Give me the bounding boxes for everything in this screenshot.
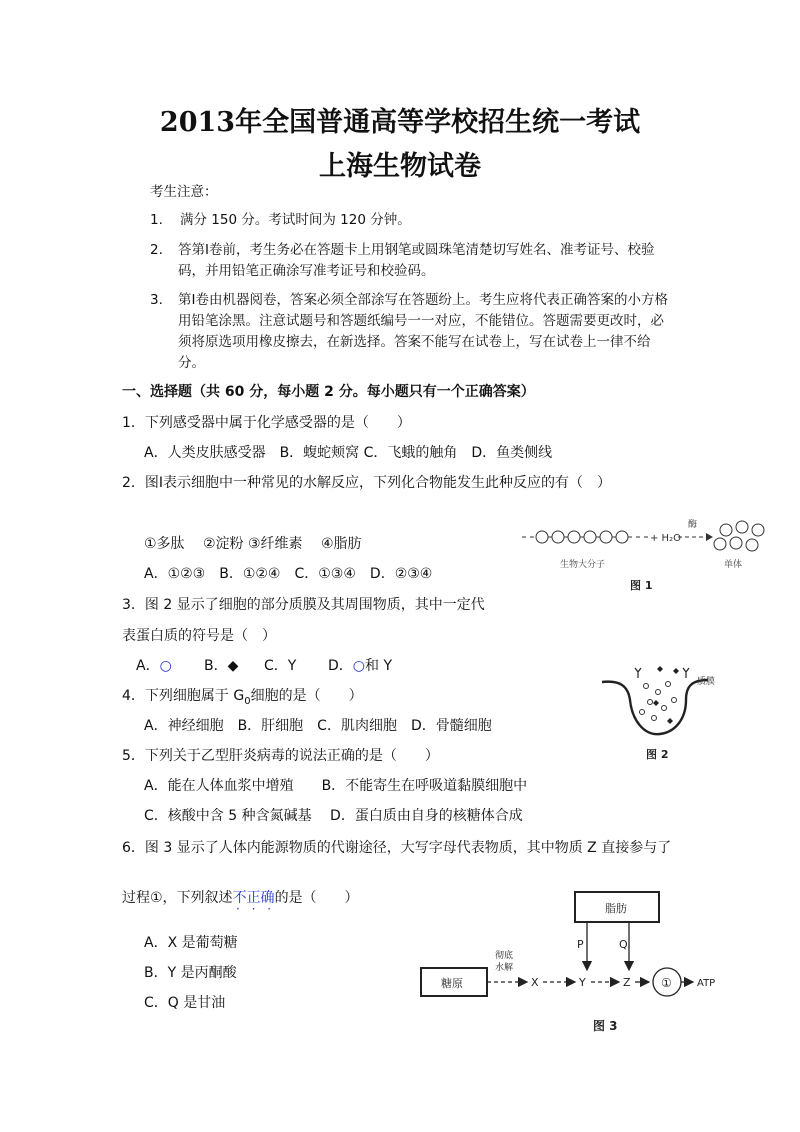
q4-stem-pre: 4．下列细胞属于 G	[122, 688, 245, 704]
figure-3-x-label: X	[531, 976, 539, 989]
q3-stem-line2: 表蛋白质的符号是（ ）	[122, 628, 276, 644]
circle-symbol-icon: ○	[352, 658, 365, 674]
q4-options: A．神经细胞 B．肝细胞 C．肌肉细胞 D．骨髓细胞	[144, 718, 492, 734]
figure-3-caption: 图 3	[593, 1019, 618, 1033]
q4-stem-post: 细胞的是（ ）	[250, 688, 363, 704]
figure-3	[415, 888, 735, 1038]
figure-3-hydrolysis-line1: 彻底	[495, 951, 514, 961]
figure-3-q-label: Q	[619, 938, 628, 951]
figure-3-p-label: P	[577, 938, 584, 951]
q5-options-line2: C．核酸中含 5 种含氮碱基 D．蛋白质由自身的核糖体合成	[144, 808, 523, 824]
notice-item-3-text: 第Ⅰ卷由机器阅卷，答案必须全部涂写在答题纷上。考生应将代表正确答案的小方格用铅笔涂黑。注意试题号和答题纸编号一一对应，不能错位。答题需要更改时，必须将原选项用橡皮擦去，在新选择。答案不能写在试卷上，写在试卷上一律不给分。	[178, 292, 668, 371]
notice-item-1-text: 满分 150 分。考试时间为 120 分钟。	[180, 212, 411, 228]
figure-1-water: + H₂O	[650, 533, 681, 544]
q6-option-b: B．Y 是丙酮酸	[144, 965, 237, 981]
q3-option-d	[328, 656, 392, 676]
figure-3-hydrolysis-line2: 水解	[495, 963, 514, 973]
q2-stem: 2．图Ⅰ表示细胞中一种常见的水解反应，下列化合物能发生此种反应的有（ ）	[122, 475, 612, 491]
figure-3-fat-label: 脂肪	[605, 902, 627, 915]
q2-items: ①多肽 ②淀粉 ③纤维素 ④脂肪	[144, 536, 362, 552]
notice-item-2-num: 2.	[150, 242, 163, 258]
q6-stem-line1: 6．图 3 显示了人体内能源物质的代谢途径，大写字母代表物质，其中物质 Z 直接参与了	[122, 840, 672, 856]
q1-options: A．人类皮肤感受器 B．蝮蛇颊窝 C．飞蛾的触角 D．鱼类侧线	[144, 445, 553, 461]
q3-option-a	[136, 656, 172, 676]
q1-stem: 1．下列感受器中属于化学感受器的是（ ）	[122, 415, 411, 431]
circle-symbol-icon: ○	[159, 658, 172, 674]
q2-options: A．①②③ B．①②④ C．①③④ D．②③④	[144, 566, 433, 582]
figure-1-enzyme-label: 酶	[688, 520, 698, 530]
figure-2-caption: 图 2	[646, 748, 669, 761]
figure-3-y-label: Y	[579, 976, 586, 989]
figure-1-caption: 图 1	[630, 579, 653, 592]
notice-item-3-num: 3.	[150, 292, 163, 308]
q5-stem: 5．下列关于乙型肝炎病毒的说法正确的是（ ）	[122, 748, 439, 764]
figure-1-monomer-label: 单体	[724, 560, 743, 570]
notice-item-1-num: 1.	[150, 212, 163, 228]
notice-item-2-text: 答第Ⅰ卷前，考生务必在答题卡上用钢笔或圆珠笔清楚切写姓名、准考证号、校验码，并用铅笔正确涂写准考证号和校验码。	[178, 242, 655, 279]
figure-3-z-label: Z	[623, 976, 631, 989]
q3-option-b: B．◆	[204, 658, 239, 674]
figure-3-glycogen-label: 糖原	[441, 977, 463, 990]
q5-options-line1: A．能在人体血浆中增殖 B．不能寄生在呼吸道黏膜细胞中	[144, 778, 528, 794]
notice-heading: 考生注意：	[150, 184, 218, 200]
figure-1	[520, 505, 790, 595]
q4-stem	[122, 686, 363, 712]
section-heading: 一、选择题（共 60 分，每小题 2 分。每小题只有一个正确答案）	[122, 384, 535, 400]
figure-2-membrane-label: 质膜	[697, 677, 716, 687]
q3-option-d-text: 和 Y	[365, 658, 393, 674]
q6-stem-post: 的是（ ）	[274, 890, 359, 906]
q3-option-d-label: D．	[328, 658, 353, 674]
exam-title: 2013年全国普通高等学校招生统一考试	[159, 107, 641, 138]
q3-option-c: C．Y	[264, 658, 297, 674]
q3-option-a-label: A．	[136, 658, 160, 674]
q6-stem-pre: 过程①，下列叙述	[122, 890, 233, 906]
q6-stem-emphasis: 不正确	[232, 890, 275, 906]
q4-stem-subscript: 0	[244, 695, 251, 707]
figure-3-atp-label: ATP	[697, 978, 716, 989]
exam-subtitle: 上海生物试卷	[319, 151, 481, 182]
q6-option-c: C．Q 是甘油	[144, 995, 226, 1011]
figure-2	[598, 658, 718, 768]
figure-1-macromolecule-label: 生物大分子	[560, 560, 606, 570]
q6-option-a: A．X 是葡萄糖	[144, 935, 238, 951]
q3-stem-line1: 3．图 2 显示了细胞的部分质膜及其周围物质，其中一定代	[122, 597, 485, 613]
figure-3-process-label: ①	[661, 976, 672, 990]
emphasis-dots: · · ·	[236, 902, 276, 916]
